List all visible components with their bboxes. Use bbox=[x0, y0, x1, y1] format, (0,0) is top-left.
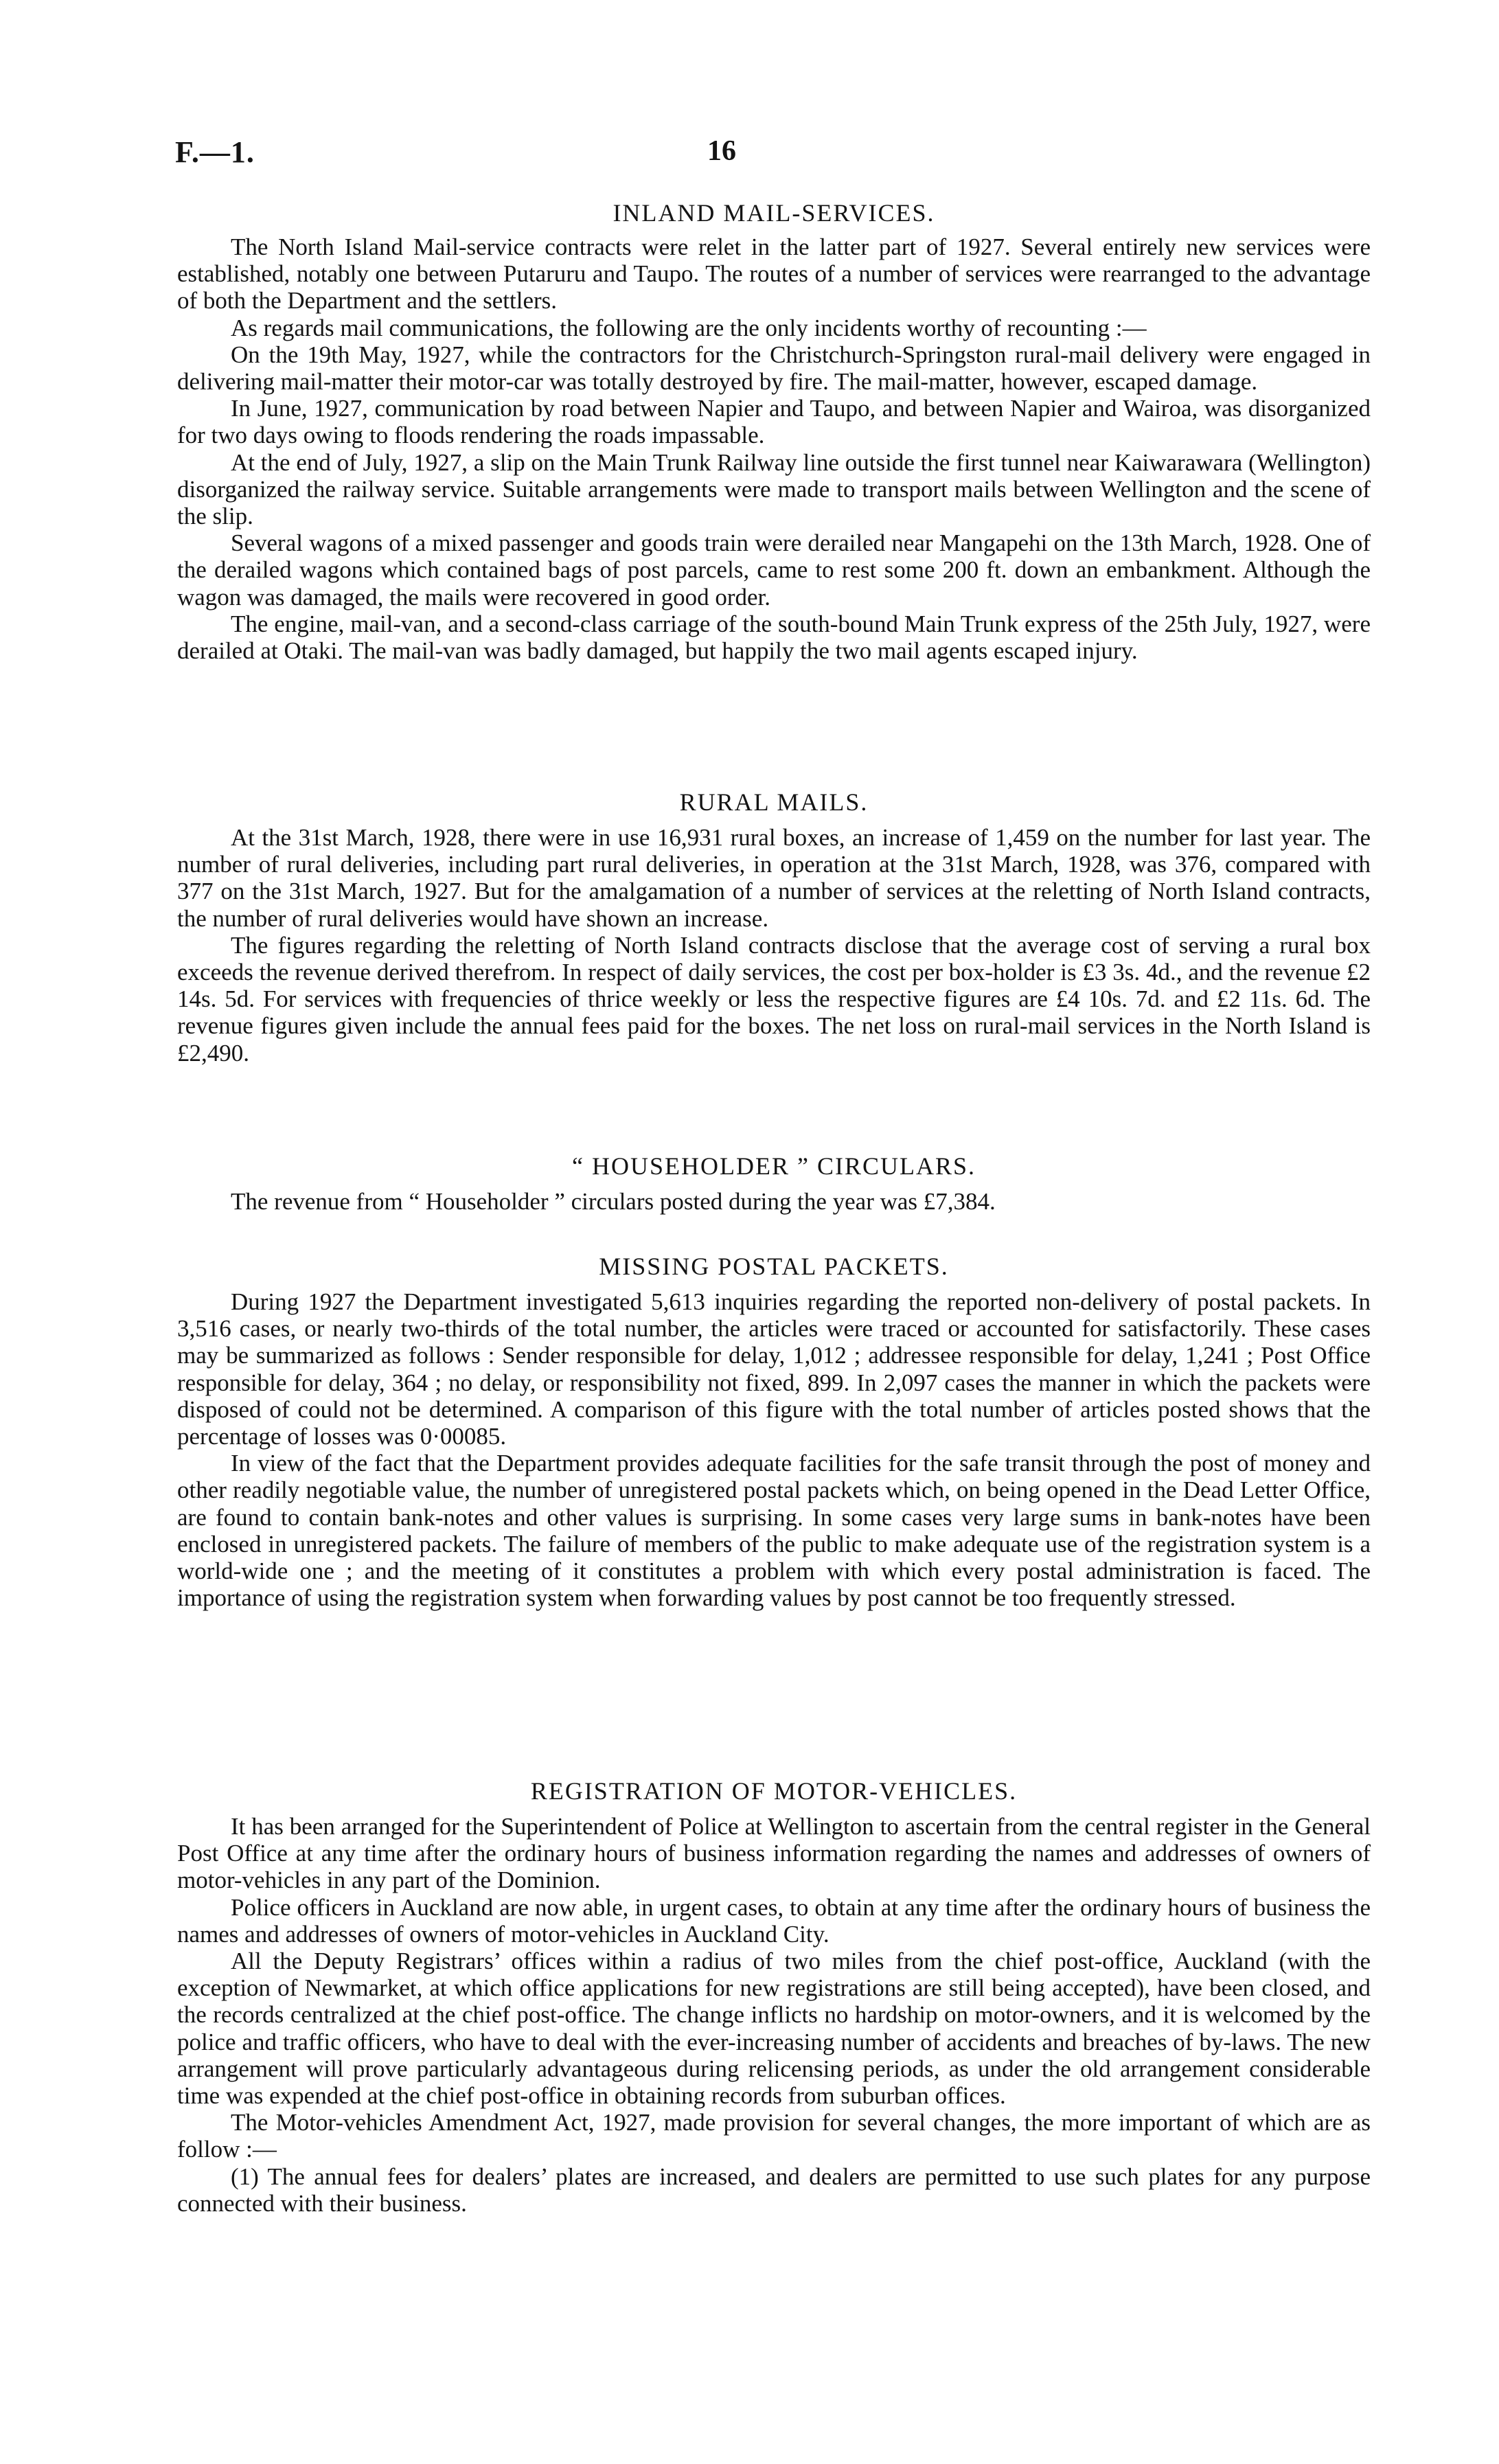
page-number: 16 bbox=[707, 135, 736, 167]
report-code: F.—1. bbox=[175, 135, 255, 169]
section-title-householder-circulars: “ HOUSEHOLDER ” CIRCULARS. bbox=[572, 1152, 976, 1180]
paragraph: Several wagons of a mixed passenger and goods train were derailed near Mangapehi on the 13th March, 1928. One of the derailed wagons which contained bags of post parcels, came to rest some 200 ft. down an embankment. Although the wagon was damaged, the mails were recovered in good order. bbox=[177, 529, 1371, 611]
paragraph: In June, 1927, communication by road between Napier and Taupo, and between Napier and Wairoa, was disorganized for two days owing to floods rendering the roads impassable. bbox=[177, 395, 1371, 449]
paragraph: It has been arranged for the Superintendent of Police at Wellington to ascertain from the central register in the General Post Office at any time after the ordinary hours of business information regarding the names and addresses of owners of motor-vehicles in any part of the Dominion. bbox=[177, 1813, 1371, 1894]
section-title-inland-mail-services: INLAND MAIL-SERVICES. bbox=[613, 199, 935, 227]
paragraph: In view of the fact that the Department provides adequate facilities for the safe transit through the post of money and other readily negotiable value, the number of unregistered postal packets which, on being opened in the Dead Letter Office, are found to contain bank-notes and other values is surprising. In some cases very large sums in bank-notes have been enclosed in unregistered packets. The failure of members of the public to make adequate use of the registration system is a world-wide one ; and the meeting of it constitutes a problem with which every postal administration is faced. The importance of using the registration system when forwarding values by post cannot be too frequently stressed. bbox=[177, 1450, 1371, 1612]
paragraph: The figures regarding the reletting of North Island contracts disclose that the average cost of serving a rural box exceeds the revenue derived therefrom. In respect of daily services, the cost per box-holder is £3 3s. 4d., and the revenue £2 14s. 5d. For services with frequencies of thrice weekly or less the respective figures are £4 10s. 7d. and £2 11s. 6d. The revenue figures given include the annual fees paid for the boxes. The net loss on rural-mail services in the North Island is £2,490. bbox=[177, 931, 1371, 1066]
section-body-rural-mails bbox=[177, 824, 1371, 1066]
paragraph: As regards mail communications, the following are the only incidents worthy of recounting :— bbox=[231, 314, 1147, 341]
section-body-householder-circulars bbox=[177, 1188, 1371, 1215]
paragraph: All the Deputy Registrars’ offices within a radius of two miles from the chief post-office, Auckland (with the exception of Newmarket, at which office applications for new registrations are still being accepted), have been closed, and the records centralized at the chief post-office. The change inflicts no hardship on motor-owners, and it is welcomed by the police and traffic officers, who have to deal with the ever-increasing number of accidents and breaches of by-laws. The new arrangement will prove particularly advantageous during relicensing periods, as under the old arrangement considerable time was expended at the chief post-office in obtaining records from suburban offices. bbox=[177, 1948, 1371, 2110]
paragraph: At the 31st March, 1928, there were in use 16,931 rural boxes, an increase of 1,459 on the number for last year. The number of rural deliveries, including part rural deliveries, in operation at the 31st March, 1928, was 376, compared with 377 on the 31st March, 1927. But for the amalgamation of a number of services at the reletting of North Island contracts, the number of rural deliveries would have shown an increase. bbox=[177, 824, 1371, 932]
paragraph: The revenue from “ Householder ” circulars posted during the year was £7,384. bbox=[231, 1188, 996, 1215]
paragraph: Police officers in Auckland are now able, in urgent cases, to obtain at any time after the ordinary hours of business the names and addresses of owners of motor-vehicles in Auckland City. bbox=[177, 1893, 1371, 1948]
section-body-inland-mail-services bbox=[177, 233, 1371, 664]
paragraph: On the 19th May, 1927, while the contractors for the Christchurch-Springston rural-mail delivery were engaged in delivering mail-matter their motor-car was totally destroyed by fire. The mail-matter, however, escaped damage. bbox=[177, 341, 1371, 396]
paragraph: During 1927 the Department investigated 5,613 inquiries regarding the reported non-delivery of postal packets. In 3,516 cases, or nearly two-thirds of the total number, the articles were traced or accounted for satisfactorily. These cases may be summarized as follows : Sender responsible for delay, 1,012 ; addressee responsible for delay, 1,241 ; Post Office responsible for delay, 364 ; no delay, or responsibility not fixed, 899. In 2,097 cases the manner in which the packets were disposed of could not be determined. A comparison of this figure with the total number of articles posted shows that the percentage of losses was 0·00085. bbox=[177, 1288, 1371, 1450]
section-body-missing-postal-packets bbox=[177, 1288, 1371, 1611]
list-item: (1) The annual fees for dealers’ plates are increased, and dealers are permitted to use such plates for any purpose connected with their business. bbox=[177, 2163, 1371, 2217]
paragraph: The Motor-vehicles Amendment Act, 1927, made provision for several changes, the more important of which are as follow :— bbox=[177, 2109, 1371, 2163]
paragraph: At the end of July, 1927, a slip on the Main Trunk Railway line outside the first tunnel near Kaiwarawara (Wellington) disorganized the railway service. Suitable arrangements were made to transport mails between Wellington and the scene of the slip. bbox=[177, 448, 1371, 530]
paragraph: The North Island Mail-service contracts were relet in the latter part of 1927. Several entirely new services were established, notably one between Putaruru and Taupo. The routes of a number of services were rearranged to the advantage of both the Department and the settlers. bbox=[177, 233, 1371, 315]
section-title-missing-postal-packets: MISSING POSTAL PACKETS. bbox=[599, 1253, 949, 1280]
section-title-rural-mails: RURAL MAILS. bbox=[679, 788, 869, 816]
section-body-registration-of-motor-vehicles bbox=[177, 1813, 1371, 2217]
section-title-registration-of-motor-vehicles: REGISTRATION OF MOTOR-VEHICLES. bbox=[530, 1777, 1018, 1805]
paragraph: The engine, mail-van, and a second-class carriage of the south-bound Main Trunk express of the 25th July, 1927, were derailed at Otaki. The mail-van was badly damaged, but happily the two mail agents escaped injury. bbox=[177, 610, 1371, 665]
